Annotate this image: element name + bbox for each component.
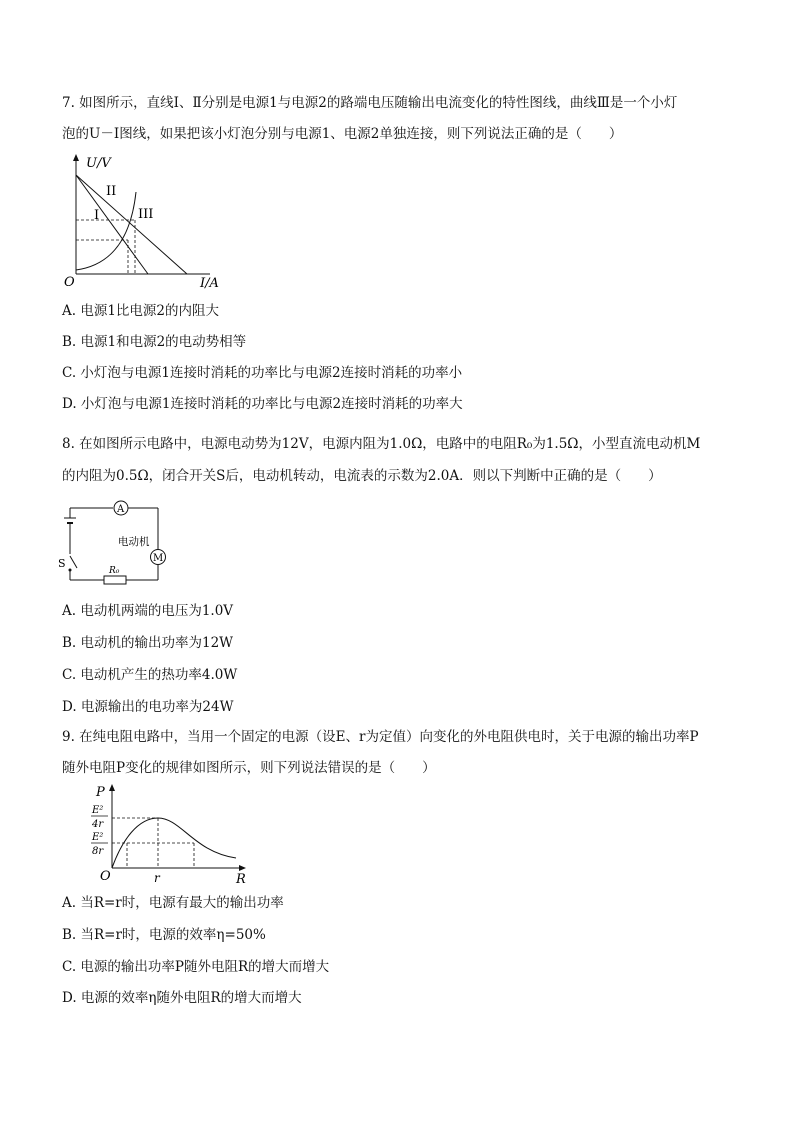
q8-circuit-diagram: [58, 498, 188, 592]
q8-resistor-label: R₀: [109, 566, 120, 576]
q7-option-d: D. 小灯泡与电源1连接时消耗的功率比与电源2连接时消耗的功率大: [62, 396, 463, 412]
q8-stem-line1: 8. 在如图所示电路中，电源电动势为12V，电源内阻为1.0Ω，电路中的电阻R₀为1.5Ω，小型直流电动机M: [62, 436, 701, 452]
q9-y-tick-high-num: E²: [92, 805, 104, 816]
q9-origin-label: O: [100, 869, 111, 884]
q7-ui-graph: [60, 152, 230, 292]
q8-option-c: C. 电动机产生的热功率4.0W: [62, 667, 238, 683]
q7-option-a: A. 电源1比电源2的内阻大: [62, 303, 220, 319]
q9-option-c: C. 电源的输出功率P随外电阻R的增大而增大: [62, 959, 330, 975]
q7-origin-label: O: [64, 275, 75, 290]
q7-y-arrow-icon: [73, 154, 79, 161]
q8-ammeter-label: A: [117, 504, 125, 515]
q7-curve3-label: III: [138, 207, 154, 222]
q8-switch-label: S: [58, 557, 66, 570]
q7-y-label: U/V: [86, 156, 111, 171]
q8-motor-label: 电动机: [118, 536, 150, 548]
q9-option-a: A. 当R=r时，电源有最大的输出功率: [62, 895, 284, 911]
q7-line1-label: I: [94, 208, 100, 223]
q9-x-arrow-icon: [239, 865, 246, 871]
q9-stem-line2: 随外电阻P变化的规律如图所示，则下列说法错误的是（ ）: [62, 760, 436, 776]
q9-y-tick-low-den: 8r: [92, 846, 104, 857]
q9-x-label: R: [236, 872, 246, 887]
q8-option-d: D. 电源输出的电功率为24W: [62, 699, 234, 715]
q9-x-tick-r: r: [154, 871, 160, 885]
q8-resistor: [104, 576, 126, 584]
q7-option-b: B. 电源1和电源2的电动势相等: [62, 334, 247, 350]
q9-y-label: P: [96, 785, 105, 800]
q8-option-b: B. 电动机的输出功率为12W: [62, 635, 234, 651]
q9-power-graph: [86, 782, 256, 892]
q9-stem-line1: 9. 在纯电阻电路中，当用一个固定的电源（设E、r为定值）向变化的外电阻供电时，关于电源的输出功率P: [62, 729, 699, 745]
q9-option-d: D. 电源的效率η随外电阻R的增大而增大: [62, 990, 302, 1006]
q7-line2-label: II: [106, 184, 117, 199]
q7-stem-line1: 7. 如图所示，直线Ⅰ、Ⅱ分别是电源1与电源2的路端电压随输出电流变化的特性图线，曲线Ⅲ是一个小灯: [62, 95, 678, 111]
q7-option-c: C. 小灯泡与电源1连接时消耗的功率比与电源2连接时消耗的功率小: [62, 365, 463, 381]
q8-option-a: A. 电动机两端的电压为1.0V: [62, 603, 234, 619]
q7-line-2: [76, 175, 187, 274]
q9-y-tick-high-den: 4r: [92, 819, 104, 830]
q8-switch: [70, 556, 77, 568]
q9-y-arrow-icon: [109, 784, 115, 791]
q9-y-tick-low-num: E²: [92, 832, 104, 843]
q9-option-b: B. 当R=r时，电源的效率η=50%: [62, 927, 266, 943]
q7-stem-line2: 泡的U－I图线，如果把该小灯泡分别与电源1、电源2单独连接，则下列说法正确的是（ ）: [62, 126, 623, 142]
q8-stem-line2: 的内阻为0.5Ω，闭合开关S后，电动机转动，电流表的示数为2.0A．则以下判断中正确的是（ ）: [62, 468, 662, 484]
q7-x-label: I/A: [200, 276, 219, 291]
q8-motor-symbol: M: [153, 553, 164, 564]
q7-curve-3: [76, 192, 136, 270]
